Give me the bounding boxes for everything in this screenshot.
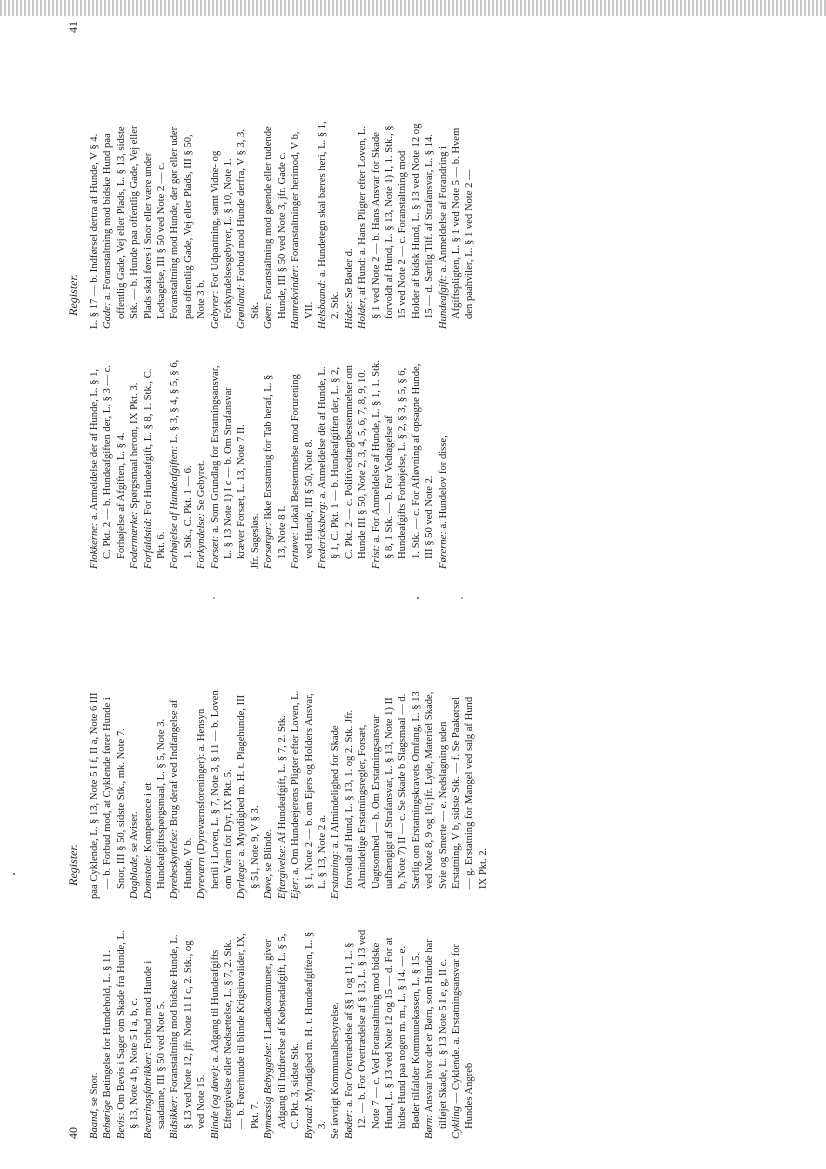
index-headword: Døve, [263, 874, 275, 899]
index-entry [370, 359, 437, 569]
index-entry-text: se Aviser. [129, 811, 141, 852]
index-entry [303, 929, 330, 1139]
index-entry-text: a. Myndighed m. H. t. Plagehunde, III § 51, Note 9, V § 3. [236, 694, 261, 889]
index-entry-text: For Hundeafgift, L. § 8, 1. Stk., C. Pkt. 6. [142, 368, 168, 559]
left-page-column-1 [88, 929, 477, 1139]
index-entry [329, 689, 490, 899]
index-entry [209, 359, 249, 569]
index-entry-text: — Cyklende. a. Erstatningsansvar for Hundes Angreb [450, 943, 476, 1129]
index-headword: Hamrekvinder: [290, 264, 302, 329]
index-entry-text: Af Hundeafgift, L. § 7, 2. Stk. [276, 715, 288, 844]
index-entry-text: Foranstaltning mod bidske Hunde, L. § 13 ved Note 12, jfr. Note 11 I c, 2. Stk., og ved Note 15. [169, 934, 208, 1129]
index-entry [450, 929, 477, 1139]
index-entry [437, 359, 450, 569]
index-entry-text: a. Om Hundeejerens Pligter efter Loven, L. § 1, Note 2 — b. om Ejers og Holders Ansvar, L. § 13, Note 2 a. [290, 690, 328, 889]
index-entry [262, 359, 289, 569]
index-entry-text: L. § 3, § 4, § 5, § 6, 1. Stk., C. Pkt. 1 — 6. [169, 359, 194, 559]
index-headword: Fortøve: [290, 531, 302, 569]
index-entry-text: paa Cyklende, L. § 13, Note 5 I f, II a, Note 6 III — b. Forbud mod, at Cyklende fører Hunde i Snor, III § 50, sidste Stk., mk. Note 7. [89, 692, 127, 899]
index-entry [195, 689, 235, 899]
right-page-column-2 [88, 119, 477, 329]
index-entry-text: Foranstaltninger herimod, V b, VII. [290, 131, 315, 319]
index-entry-text: (Dyreværnsforeninger): a. Hensyn hertil i Loven, L. § 7, Note 3, § 11 — b. Loven om Værn for Dyr, IX Pkt. 5. [196, 690, 235, 889]
index-headword: Gebyrer: [209, 290, 221, 329]
index-entry [88, 689, 128, 899]
index-entry [128, 359, 141, 569]
index-entry-text: Ansvar hvor det er Børn, som Hunde har tilføjet Skade, L. § 13 Note 5 I e, g, II c. [424, 939, 449, 1129]
index-entry [343, 929, 423, 1139]
index-entry [437, 119, 477, 329]
index-entry [168, 929, 208, 1139]
index-entry-text: Se iøvrigt Kommunalbestyrelse. [330, 1002, 342, 1139]
index-entry-text: af Hund: a. Hans Pligter efter Loven, L. § 1 ved Note 2 — b. Hans Ansvar for Skade forvoldt af Hund, L. § 13, Note 1) I, 1. Stk., § 15 ved Note 2 — c. Foranstaltning mod Holder af bidsk Hund, L. § 13 ved Note 12 og 15 — d. Særlig Tilf. af Strafansvar, L. § 14. [357, 123, 436, 319]
index-entry-text: I Landkommuner, giver Adgang til Indførelse af Købstadafgift, L. § 5, C. Pkt. 3, sidste Stk. [263, 933, 302, 1129]
index-headword: Holder, [357, 297, 369, 329]
index-headword: Dyrebeskyttelse: [169, 828, 181, 899]
index-entry-text: a. For Anmeldelse af Hunde, L. § 1, 1. Stk. § 8, 1 Stk. — b. For Vedtagelse af Hundeafgifts Forhøjelse, L. § 2, § 3, § 5, § 6, 1. Stk. — c. For Afløvning af opsagne Hunde, III § 50 ved Note 2. [370, 360, 436, 559]
index-entry-text: a. Foranstaltning mod bidske Hund paa offentlig Gade, Vej eller Plads, L. § 13, sidste Stk. — b. Hunde paa offentlig Gade, Vej eller Plads skal føres i Snor eller være under Ledsagelse, III § 50 ved Note 2 — c. Foranstaltning mod Hunde, der gør eller uder paa offentlig Gade, Vej eller Plads, III § 50, Note 3 b. [102, 125, 208, 319]
index-headword: Bymæssig Bebyggelse: [263, 1042, 275, 1139]
index-entry-text: a. Anmeldelse dèt af Hunde, L. § 1, C. Pkt. 1 — b. Hundeafgiften der, L. § 2, C. Pkt. 2 — c. Politivedtægtbestemmelser om Hunde III § 50, Note 2, 3, 4, 5, 6, 7, 8, 9, 10. [316, 365, 369, 559]
index-entry-text: Spørgsmaal herom, IX Pkt. 3. [129, 382, 141, 509]
index-entry [329, 929, 342, 1139]
index-entry-text: Forbud mod Hunde derfra, V § 3, 3. Stk. [236, 128, 261, 319]
index-headword: Erstatning: [330, 850, 342, 899]
right-page [0, 21, 826, 569]
index-headword: Børn: [424, 1114, 436, 1139]
index-headword: Bidsikker: [169, 1095, 181, 1139]
index-headword: Dagblade, [129, 854, 141, 899]
index-entry-text: Se Gebyret. [196, 460, 208, 511]
index-entry [316, 359, 370, 569]
index-headword: Hidse: [343, 300, 355, 329]
index-entry-text: Brug deraf ved Indfangelse af Hunde, V b. [169, 699, 194, 889]
index-entry [142, 359, 169, 569]
index-entry-text: Jfr. Sagesløs. [249, 513, 261, 569]
index-headword: Cykling [450, 1106, 462, 1139]
index-headword: Bevis: [115, 1112, 127, 1139]
index-entry [276, 689, 289, 899]
left-page-column-2 [88, 689, 490, 899]
index-entry [289, 689, 329, 899]
index-entry [88, 359, 128, 569]
index-headword: Blinde (og døve): [209, 1064, 221, 1139]
index-entry [289, 359, 316, 569]
index-entry [316, 119, 343, 329]
index-entry-text: Kompetence i et Hundeafgiftsspørgsmaal, L. § 5, Note 3. [142, 718, 168, 889]
index-headword: Førerne: [437, 531, 449, 569]
index-entry [101, 929, 114, 1139]
index-headword: Fodermærke: [129, 511, 141, 569]
index-entry [115, 929, 142, 1139]
index-headword: Dyreværn [196, 857, 208, 899]
index-headword: Behørige [102, 1100, 114, 1139]
index-entry [262, 929, 302, 1139]
index-headword: Grønland: [236, 284, 248, 329]
index-entry-text: Se Bøder d. [343, 248, 355, 299]
index-entry [101, 119, 208, 329]
index-entry-text: a. For Overtrædelse af §§ 1 og 11, L. § 12. — b. For Overtrædelse af § 13, L. § 13 ved Note 7 — c. Ved Foranstaltning mod bidske Hund, L. § 13 ved Note 12 og 15 — d. For at hidse Hund paa nogen m. m., L. § 14. — e. Bøder tilfalder Kommunekassen, L. § 15. [343, 929, 422, 1129]
index-entry [235, 119, 262, 329]
index-entry-text: Om Bevis i Sager om Skade fra Hunde, L. § 13, Note 4 b, Note 5 I a, b, c. [115, 930, 141, 1129]
index-entry [168, 359, 195, 569]
index-entry [195, 359, 208, 569]
left-running-title: Register. [66, 844, 80, 886]
index-entry-text: a. Adgang til Hundeafgifts Eftergivelse eller Nedsættelse, L. § 7, 2. Stk. — b. Førerhunde til blinde Krigsinvalider, IX, Pkt. 7. [209, 933, 261, 1129]
index-entry [343, 119, 356, 329]
index-headword: Flokkerne: [89, 522, 100, 569]
index-entry [88, 929, 101, 1139]
index-entry-text: Foranstaltning mod gøende eller tudende Hunde, III § 50 ved Note 3, jfr. Gade c. [263, 126, 288, 319]
index-entry [209, 929, 263, 1139]
index-headword: Eftergivelse: [276, 845, 288, 899]
index-headword: Baand, [89, 1108, 100, 1139]
index-entry [356, 119, 436, 329]
index-headword: Hundeafgift: [437, 274, 449, 329]
index-entry [168, 689, 195, 899]
index-entry [289, 119, 316, 329]
index-entry-text: a. Som Grundlag for Erstatningsansvar, L. § 13 Note 1) I c — b. Om Strafansvar kræver Forsæt, L. 13, Note 7 II. [209, 365, 248, 559]
left-page [0, 591, 826, 1139]
index-headword: Byraad: [303, 1104, 315, 1139]
index-entry-text: Betingelse for Hundehold, L. § 11. [102, 950, 114, 1098]
index-entry [423, 929, 450, 1139]
left-page-number: 40 [66, 1127, 80, 1139]
index-entry [88, 119, 101, 329]
right-page-header [66, 21, 82, 569]
index-entry-text: se Snor. [89, 1072, 100, 1107]
index-entry [209, 119, 236, 329]
index-headword: Beværingsfabrikker: [142, 1051, 154, 1139]
index-headword: Frist: [370, 544, 382, 569]
index-headword: Helsbaand: [316, 279, 328, 329]
index-headword: Gøen: [263, 302, 275, 329]
index-entry-text: Lokal Bestemmelse mod Forurening ved Hunde, III § 50, Note 8. [290, 374, 315, 559]
index-entry-text: a. Hundelov for disse, [437, 435, 449, 529]
left-page-header [66, 591, 82, 1139]
index-entry-text: Myndighed m. H. t. Hundeafgiften, L. § 3. [303, 931, 328, 1129]
index-entry-text: Ikke Erstatning for Tab heraf, L. § 13, Note 8 I. [263, 374, 288, 559]
index-headword: Gade: [102, 302, 114, 329]
index-entry [235, 689, 262, 899]
index-entry-text: a. Anmeldelse der af Hunde, L. § 1, C. Pkt. 2 — b. Hundeafgiften der, L. § 3 — c. Forhøjelse af Afgiften, L. § 4. [89, 364, 127, 559]
index-entry [142, 929, 169, 1139]
index-entry-text: L. § 17 — b. Indførsel dertra af Hunde, V § 4. [89, 133, 100, 329]
right-running-title: Register. [66, 274, 80, 316]
index-headword: Forsæt: [209, 535, 221, 569]
index-entry [262, 689, 275, 899]
index-entry-text: a. Hundetegn skal bæres heri, L. § 1, 2. Stk. [316, 121, 342, 319]
right-page-number: 41 [66, 21, 80, 33]
index-headword: Dyrlæge: [236, 858, 248, 899]
index-entry-text: se Blinde. [263, 828, 275, 872]
index-entry-text: a. I Almindelighed for Skade forvoldt af Hund, L. § 13, 1. og 2. Stk. Jfr. Almindelige Erstatningsregler, Forsæt, Uagtsomhed — b. Om Erstatningsansvar uafhængigt af Strafansvar, L. § 13, Note 1) II b, Note 7) II — c. Se Skade b Slagsmaal — d. Særlig om Erstatningskravets Omfang, L. § 13 ved Note 8, 9 og 10; jfr. Lyde, Materiel Skade, Svie og Smerte — e. Nedslagning uden Erstatning, V b, sidste Stk. — f. Se Paakørsel — g. Erstatning for Mangel ved salg af Hund IX Pkt. 2. [330, 691, 489, 889]
index-headword: Domstole: [142, 854, 154, 899]
index-headword: Bøder: [343, 1109, 355, 1139]
index-headword: Forsørger: [263, 522, 275, 569]
index-headword: Fredericksberg: [316, 500, 328, 569]
index-entry [249, 359, 262, 569]
right-page-column-1 [88, 359, 450, 569]
index-entry [142, 689, 169, 899]
index-entry-text: a. Anmeldelse af Forandring i Afgiftspligten, L. § 1 ved Note 5 — b. Hvem den paahviler, L. § 1 ved Note 2 — [437, 127, 476, 319]
index-headword: Ejer: [290, 877, 302, 899]
index-entry-text: Forbud mod Hunde i saadanne, III § 50 ved Note 5. [142, 960, 168, 1129]
index-entry-text: For Udpantning, samt Vidne- og Forkyndelsesgebyrer, L. § 10, Note 1. [209, 150, 235, 319]
index-headword: Forfaldstid: [142, 517, 154, 569]
index-entry [262, 119, 289, 329]
index-headword: Forhøjelse af Hundeafgiften: [169, 445, 181, 569]
index-headword: Forkyndelse: [196, 513, 208, 569]
index-entry [128, 689, 141, 899]
